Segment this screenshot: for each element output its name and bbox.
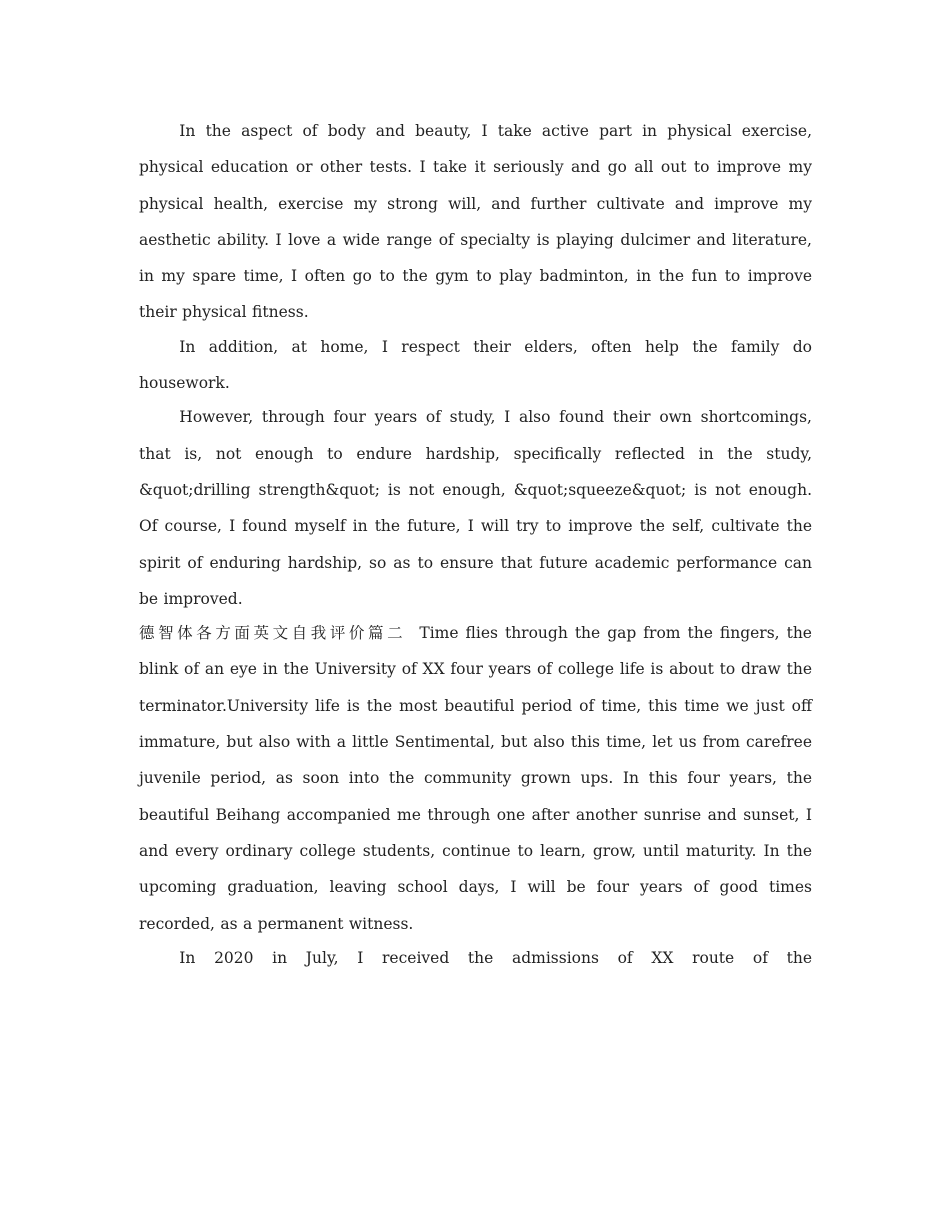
section-heading: 德智体各方面英文自我评价篇二 bbox=[139, 624, 407, 643]
paragraph-housework: In addition, at home, I respect their elders, often help the family do housework. bbox=[139, 337, 812, 393]
paragraph-physical-exercise: In the aspect of body and beauty, I take active part in physical exercise, physical education or other tests. I take it seriously and go all out to improve my physical health, exercise my strong will, and further cultivate and improve my aesthetic ability. I love a wide range of specialty is playing dulcimer and literature, in my spare time, I often go to the gym to play badminton, in the fun to improve their physical fitness. bbox=[139, 122, 812, 322]
document-body bbox=[139, 113, 812, 976]
paragraph-shortcomings: However, through four years of study, I also found their own shortcomings, that is, not enough to endure hardship, specifically reflected in the study, &quot;drilling strength&quot; is not enough, &quot;squeeze&quot; is not enough. Of course, I found myself in the future, I will try to improve the self, cultivate the spirit of enduring hardship, so as to ensure that future academic performance can be improved. bbox=[139, 408, 812, 608]
section-two-paragraph bbox=[139, 615, 812, 942]
section-first-paragraph: Time flies through the gap from the fingers, the blink of an eye in the University of XX four years of college life is about to draw the terminator.University life is the most beautiful period of time, this time we just off immature, but also with a little Sentimental, but also this time, let us from carefree juvenile period, as soon into the community grown ups. In this four years, the beautiful Beihang accompanied me through one after another sunrise and sunset, I and every ordinary college students, continue to learn, grow, until maturity. In the upcoming graduation, leaving school days, I will be four years of good times recorded, as a permanent witness. bbox=[139, 624, 812, 933]
paragraph-admissions: In 2020 in July, I received the admissions of XX route of the bbox=[179, 948, 812, 967]
